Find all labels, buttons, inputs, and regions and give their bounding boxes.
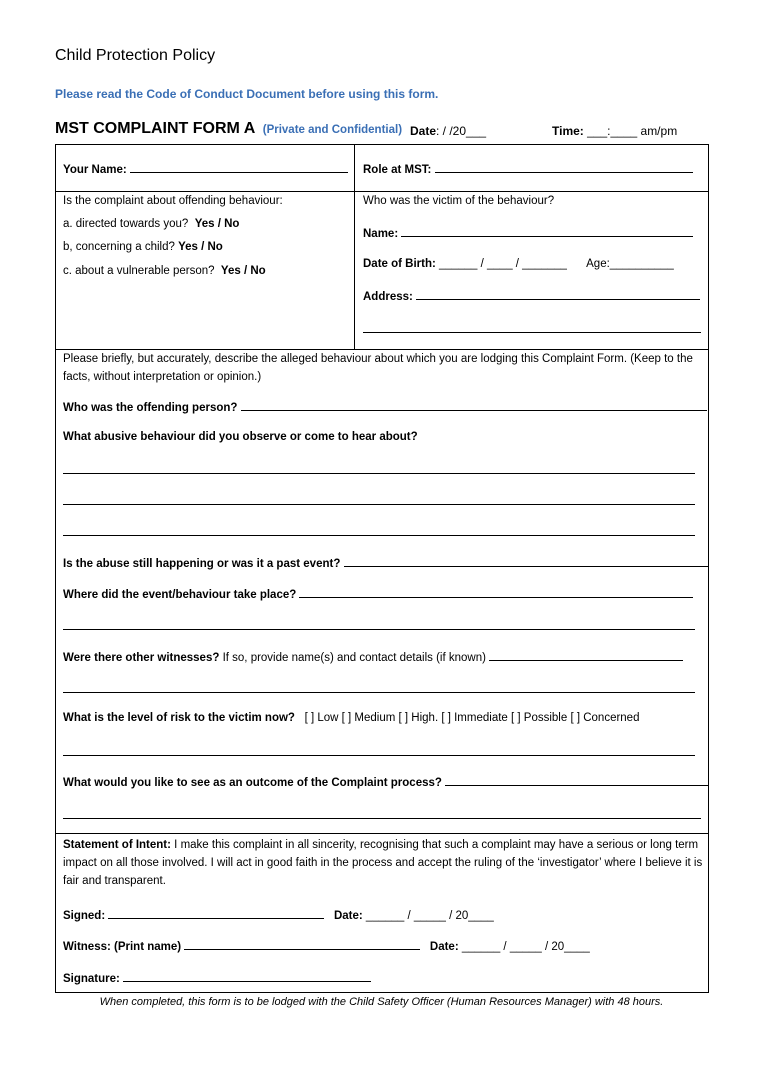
offending-person-label: Who was the offending person? xyxy=(63,402,238,414)
offending-person-line xyxy=(241,399,707,411)
event-location-field[interactable] xyxy=(63,586,693,602)
offending-person-field[interactable] xyxy=(63,399,707,415)
witness-date-blanks: ______ / _____ / 20____ xyxy=(458,941,590,953)
role-line xyxy=(435,161,693,173)
form-title: MST COMPLAINT FORM A xyxy=(55,120,256,137)
event-location-line-2[interactable] xyxy=(63,629,695,630)
signed-label: Signed: xyxy=(63,910,106,922)
victim-age-field: Age:__________ xyxy=(586,258,674,270)
victim-question: Who was the victim of the behaviour? xyxy=(363,195,555,207)
abusive-behaviour-line-2[interactable] xyxy=(63,504,695,505)
complaint-form-table xyxy=(55,144,709,993)
still-happening-field[interactable] xyxy=(63,555,708,571)
option-c-yes-no: Yes / No xyxy=(220,265,266,277)
abusive-behaviour-line-3[interactable] xyxy=(63,535,695,536)
risk-level-field xyxy=(63,711,639,725)
signature-line xyxy=(123,970,371,982)
form-title-row xyxy=(55,120,715,142)
outcome-line xyxy=(445,774,709,786)
complaint-type-question: Is the complaint about offending behaviour: xyxy=(63,195,283,207)
outcome-label: What would you like to see as an outcome of the Complaint process? xyxy=(63,777,442,789)
option-a-text: a. directed towards you? xyxy=(63,218,189,230)
abusive-behaviour-line-1[interactable] xyxy=(63,473,695,474)
your-name-label: Your Name: xyxy=(63,164,127,176)
witnesses-label: Were there other witnesses? xyxy=(63,652,220,664)
witness-line xyxy=(184,938,420,950)
statement-of-intent xyxy=(63,836,703,890)
still-happening-label: Is the abuse still happening or was it a past event? xyxy=(63,558,341,570)
option-c-text: c. about a vulnerable person? xyxy=(63,265,215,277)
form-time-field[interactable] xyxy=(552,124,677,138)
role-field[interactable] xyxy=(363,161,693,177)
risk-level-line[interactable] xyxy=(63,755,695,756)
witnesses-field[interactable] xyxy=(63,649,683,665)
column-divider xyxy=(354,145,355,349)
option-directed-towards-you[interactable] xyxy=(63,217,239,231)
event-location-label: Where did the event/behaviour take place? xyxy=(63,589,297,601)
risk-level-checkboxes[interactable]: [ ] Low [ ] Medium [ ] High. [ ] Immediate [ ] Possible [ ] Concerned xyxy=(304,712,640,724)
form-date-field[interactable] xyxy=(410,124,486,138)
statement-of-intent-text: I make this complaint in all sincerity, recognising that such a complaint may have a serious or long term impact on all those involved. I will act in good faith in the process and accept the ruling of the ‘investigator’ where I believe it is fair and transparent. xyxy=(63,839,703,887)
form-date-blanks: : / /20___ xyxy=(436,124,487,138)
witnesses-line-2[interactable] xyxy=(63,692,695,693)
victim-name-label: Name: xyxy=(363,228,399,240)
footer-lodging-note: When completed, this form is to be lodged with the Child Safety Officer (Human Resources Manager) with 48 hours. xyxy=(99,996,664,1008)
signed-line xyxy=(108,907,324,919)
form-date-label: Date xyxy=(410,124,437,138)
victim-dob-blanks: ______ / ____ / _______ xyxy=(439,258,567,270)
your-name-line xyxy=(130,161,348,173)
victim-name-line xyxy=(401,225,693,237)
witness-label: Witness: (Print name) xyxy=(63,941,182,953)
witness-field[interactable] xyxy=(63,938,590,954)
outcome-line-2[interactable] xyxy=(63,818,701,819)
row-divider xyxy=(56,833,708,834)
describe-instructions: Please briefly, but accurately, describe the alleged behaviour about which you are lodging this Complaint Form. (Keep to the facts, without interpretation or opinion.) xyxy=(63,353,693,383)
witnesses-instruction: If so, provide name(s) and contact details (if known) xyxy=(219,652,486,664)
page-header-title: Child Protection Policy xyxy=(55,47,216,64)
option-a-yes-no: Yes / No xyxy=(194,218,240,230)
option-b-yes-no: Yes / No xyxy=(178,241,223,253)
your-name-field[interactable] xyxy=(63,161,348,177)
abusive-behaviour-text: What abusive behaviour did you observe or come to hear about? xyxy=(63,431,418,443)
event-location-line xyxy=(299,586,693,598)
option-b-text: b, concerning a child? xyxy=(63,241,175,253)
victim-address-line xyxy=(416,288,700,300)
witness-date-label: Date: xyxy=(429,941,459,953)
code-of-conduct-notice: Please read the Code of Conduct Document before using this form. xyxy=(55,87,439,101)
form-time-blanks: ___:____ am/pm xyxy=(583,124,678,138)
victim-dob-field[interactable] xyxy=(363,257,674,271)
role-label: Role at MST: xyxy=(363,164,432,176)
abusive-behaviour-label xyxy=(63,430,418,444)
victim-address-line-2[interactable] xyxy=(363,332,701,333)
signature-label: Signature: xyxy=(63,973,120,985)
signed-date-label: Date: xyxy=(333,910,363,922)
signed-field[interactable] xyxy=(63,907,494,923)
risk-level-label: What is the level of risk to the victim now? xyxy=(63,712,295,724)
signature-field[interactable] xyxy=(63,970,371,986)
confidential-label: (Private and Confidential) xyxy=(262,124,403,136)
victim-address-label: Address: xyxy=(363,291,413,303)
option-vulnerable-person[interactable] xyxy=(63,264,266,278)
form-time-label: Time: xyxy=(552,124,584,138)
witnesses-line xyxy=(489,649,683,661)
row-divider xyxy=(56,191,708,192)
still-happening-line xyxy=(344,555,708,567)
victim-dob-label: Date of Birth: xyxy=(363,258,436,270)
outcome-field[interactable] xyxy=(63,774,709,790)
victim-name-field[interactable] xyxy=(363,225,693,241)
statement-of-intent-label: Statement of Intent: xyxy=(63,839,171,851)
option-concerning-child[interactable] xyxy=(63,240,223,254)
signed-date-blanks: ______ / _____ / 20____ xyxy=(362,910,494,922)
victim-address-field[interactable] xyxy=(363,288,700,304)
